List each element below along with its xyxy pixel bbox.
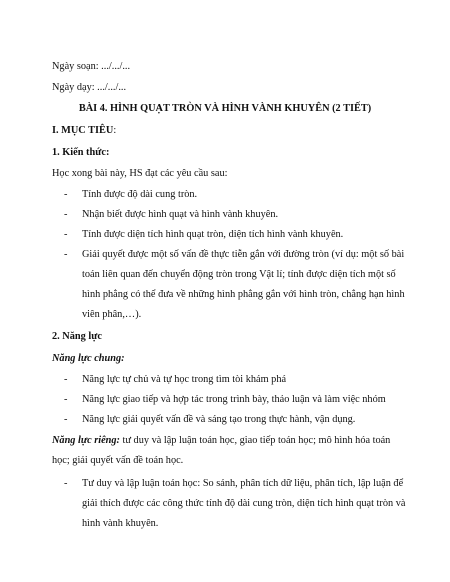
bullet-item: Tính được độ dài cung tròn. [82, 189, 198, 200]
specific-competency-text: tư duy và lập luận toán học, giao tiếp toán học; mô hình hóa toán [122, 435, 391, 446]
general-competency-label: Năng lực chung: [52, 353, 125, 364]
bullet-item-cont: giải thích được các công thức tính độ dài cung tròn, diện tích hình quạt tròn và [82, 498, 406, 509]
date-taught: Ngày dạy: .../.../... [52, 82, 127, 93]
bullet-item: Tính được diện tích hình quạt tròn, diện tích hình vành khuyên. [82, 229, 344, 240]
bullet-item: Năng lực tự chủ và tự học trong tìm tòi khám phá [82, 374, 287, 385]
bullet-dash: - [64, 414, 68, 425]
date-prepared: Ngày soạn: .../.../... [52, 61, 131, 72]
section-heading-colon: : [113, 125, 117, 136]
specific-competency [52, 434, 390, 448]
bullet-item: Tư duy và lập luận toán học: So sánh, phân tích dữ liệu, phân tích, lập luận để [82, 478, 404, 489]
bullet-dash: - [64, 478, 68, 489]
section-heading-text: I. MỤC TIÊU [52, 125, 114, 136]
bullet-dash: - [64, 394, 68, 405]
bullet-item: Nhận biết được hình quạt và hình vành khuyên. [82, 209, 279, 220]
bullet-item: Năng lực giải quyết vấn đề và sáng tạo trong thực hành, vận dụng. [82, 414, 356, 425]
intro-text: Học xong bài này, HS đạt các yêu cầu sau: [52, 168, 228, 179]
bullet-item: Giải quyết được một số vấn đề thực tiễn gắn với đường tròn (ví dụ: một số bài [82, 249, 405, 260]
bullet-dash: - [64, 229, 68, 240]
bullet-item-cont: hình vành khuyên. [82, 518, 159, 529]
bullet-dash: - [64, 189, 68, 200]
subheading-knowledge: 1. Kiến thức: [52, 147, 110, 158]
specific-competency-label: Năng lực riêng: [52, 435, 120, 446]
bullet-dash: - [64, 374, 68, 385]
lesson-title: BÀI 4. HÌNH QUẠT TRÒN VÀ HÌNH VÀNH KHUYÊN (2 TIẾT) [78, 103, 372, 114]
subheading-competency: 2. Năng lực [52, 331, 102, 342]
bullet-item-cont: viên phân,…). [82, 309, 142, 320]
bullet-item: Năng lực giao tiếp và hợp tác trong trình bày, thảo luận và làm việc nhóm [82, 394, 386, 405]
specific-competency-cont: học; giải quyết vấn đề toán học. [52, 455, 184, 466]
bullet-item-cont: hình phẳng có thể đưa về những hình phẳng gắn với hình tròn, chẳng hạn hình [82, 289, 405, 300]
bullet-dash: - [64, 249, 68, 260]
bullet-dash: - [64, 209, 68, 220]
section-heading [52, 124, 116, 138]
bullet-item-cont: toán liên quan đến chuyển động tròn trong Vật lí; tính được diện tích một số [82, 269, 396, 280]
